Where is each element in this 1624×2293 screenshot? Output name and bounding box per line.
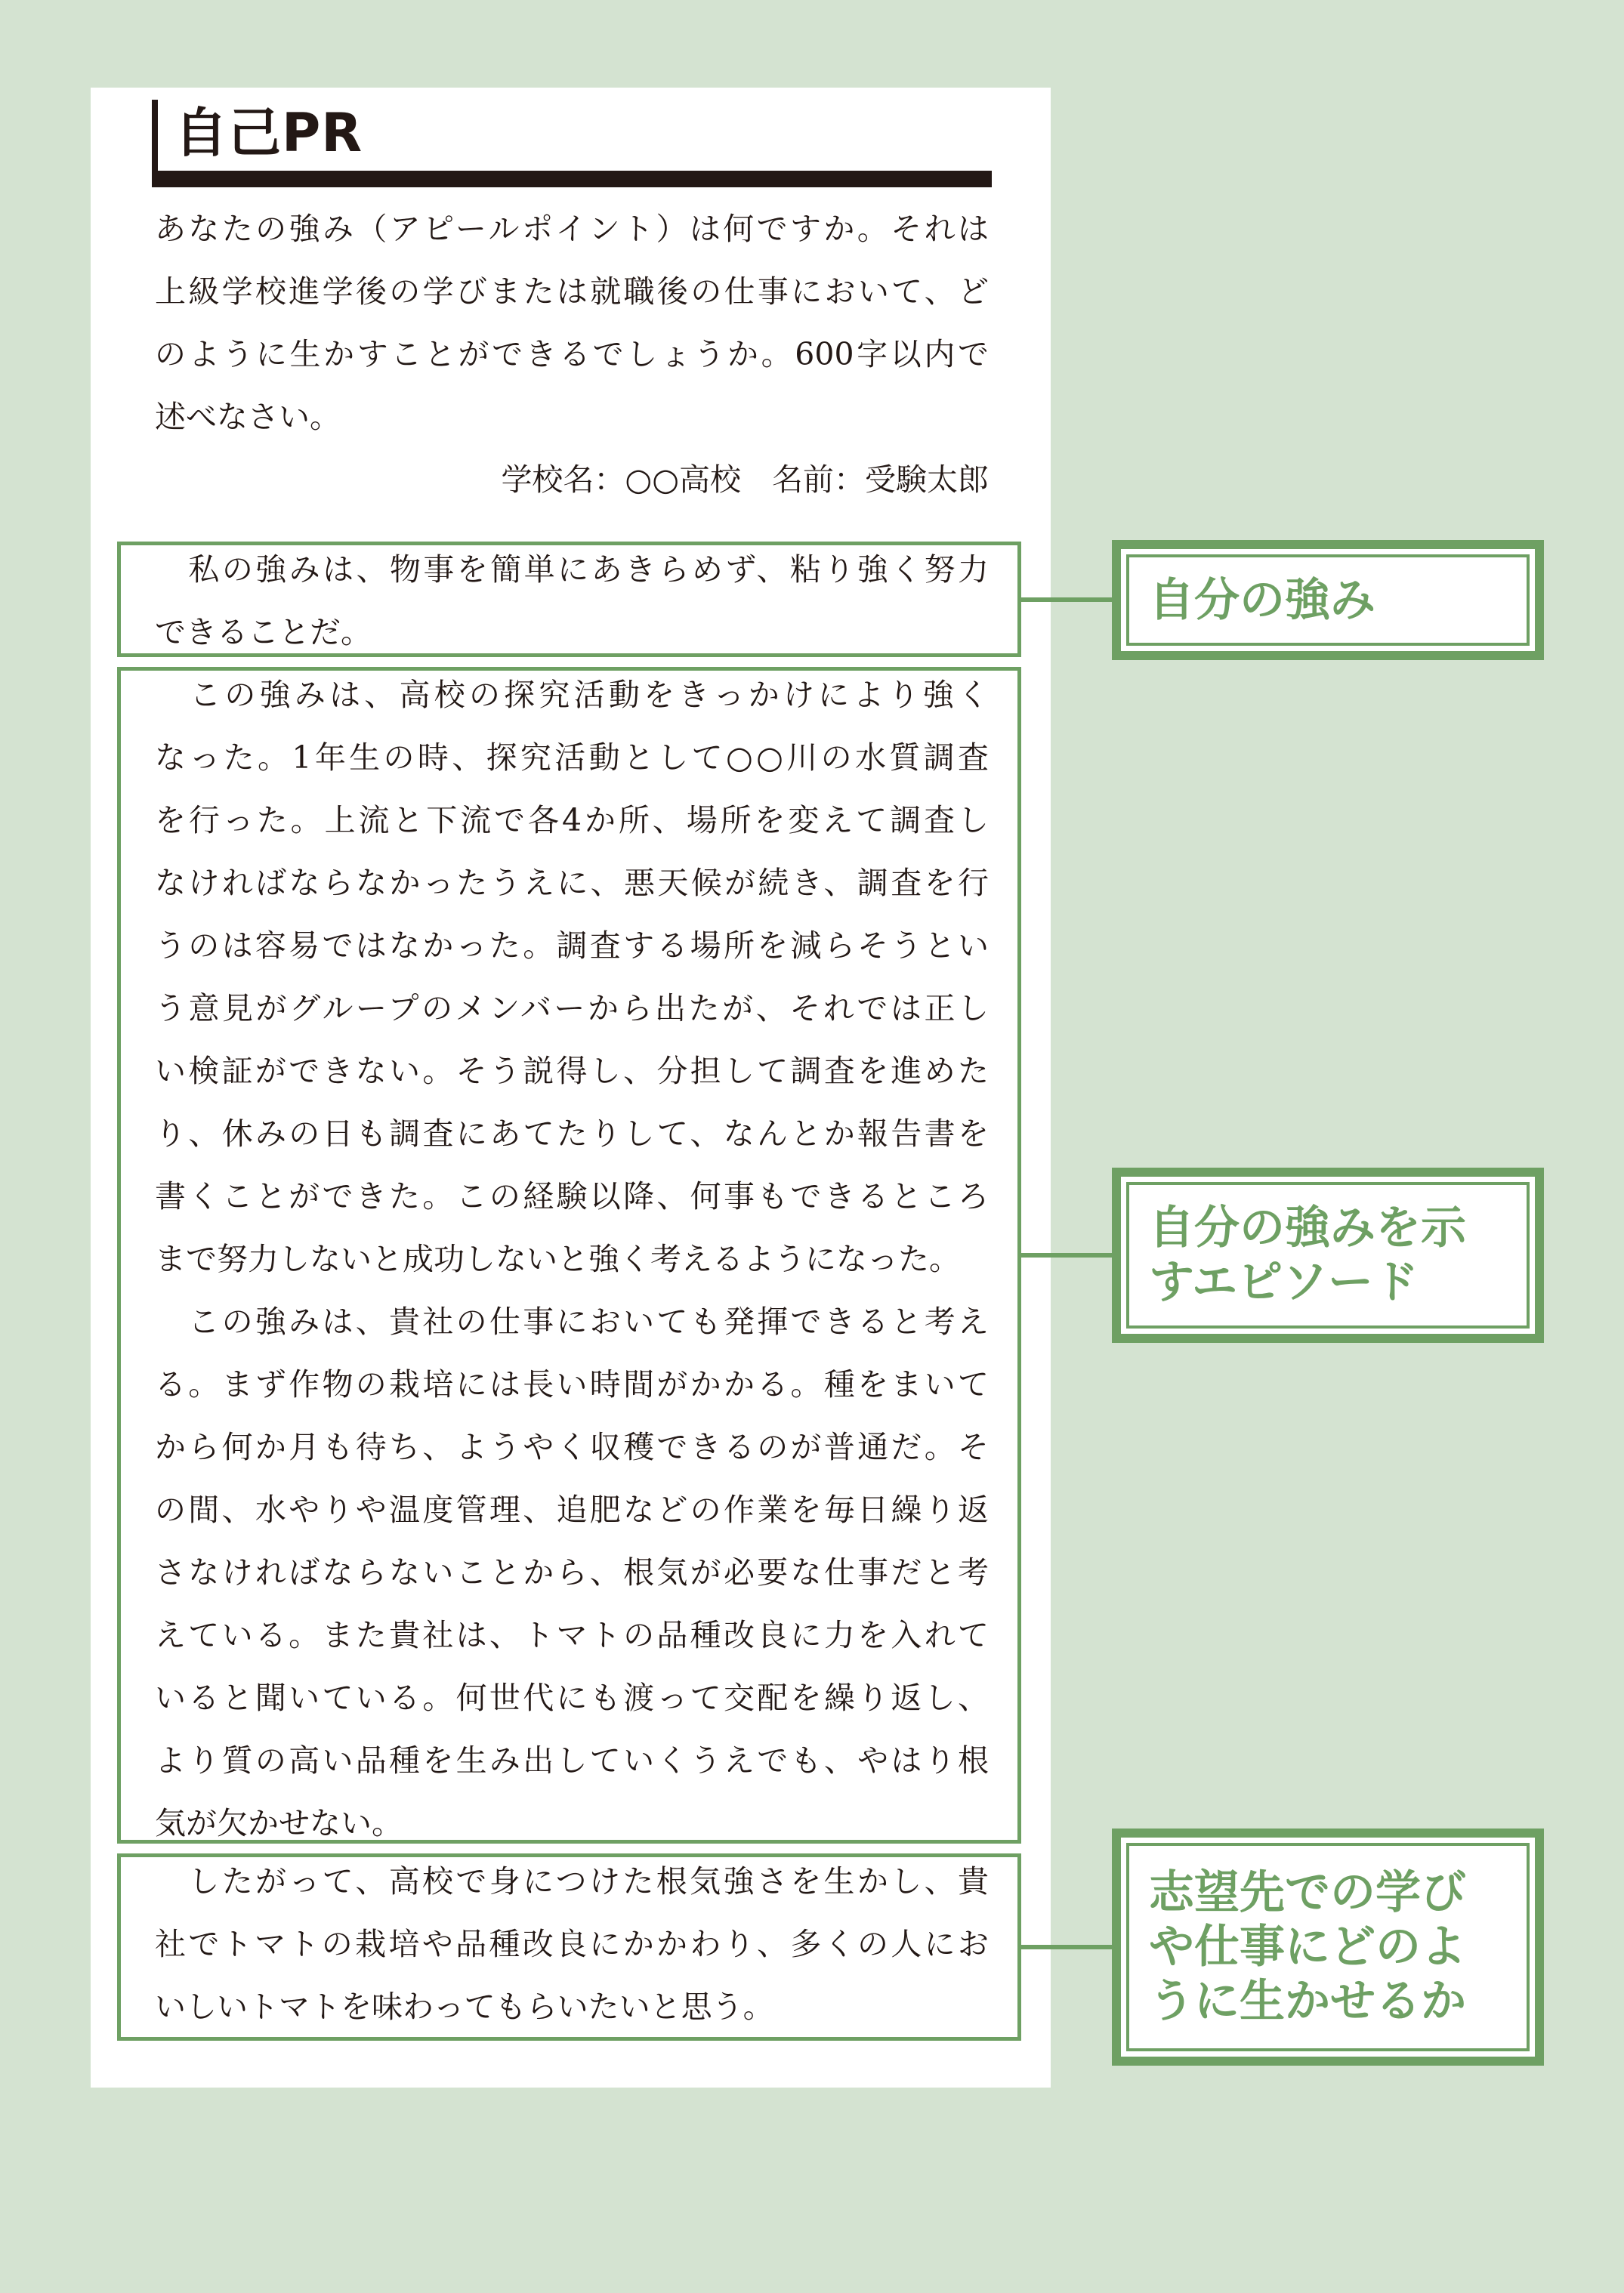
text-line: う意見がグループのメンバーから出たが、それでは正し <box>155 990 989 1026</box>
connector-line <box>1021 1945 1112 1949</box>
application-text <box>155 1850 989 2038</box>
question-text <box>155 198 989 511</box>
strength-text <box>155 539 989 664</box>
text-line: できることだ。 <box>155 614 372 650</box>
label-text: や仕事にどのよ <box>1149 1921 1466 1974</box>
connector-line <box>1021 1253 1112 1258</box>
label-inner-frame <box>1126 1182 1530 1329</box>
text-line: いると聞いている。何世代にも渡って交配を繰り返し、 <box>155 1680 989 1716</box>
text-line: る。まず作物の栽培には長い時間がかかる。種をまいて <box>155 1366 989 1403</box>
text-line: なければならなかったうえに、悪天候が続き、調査を行 <box>155 865 989 901</box>
question-line: 述べなさい。 <box>155 399 341 435</box>
label-inner-frame <box>1126 554 1530 646</box>
text-line: うのは容易ではなかった。調査する場所を減らそうとい <box>155 927 989 964</box>
text-line: なった。1年生の時、探究活動として○○川の水質調査 <box>155 739 989 776</box>
strength-label <box>1112 540 1544 660</box>
label-text: 自分の強み <box>1149 573 1375 627</box>
text-line: を行った。上流と下流で各4か所、場所を変えて調査し <box>155 802 989 838</box>
application-label <box>1112 1829 1544 2066</box>
label-text: すエピソード <box>1149 1256 1419 1309</box>
text-line: この強みは、貴社の仕事においても発揮できると考え <box>155 1304 989 1340</box>
text-line: い検証ができない。そう説得し、分担して調査を進めた <box>155 1053 989 1089</box>
text-line: えている。また貴社は、トマトの品種改良に力を入れて <box>155 1617 989 1653</box>
label-text: うに生かせるか <box>1149 1975 1466 2028</box>
signature: 学校名：○○高校 名前：受験太郎 <box>501 461 989 498</box>
heading-underline <box>158 171 992 187</box>
text-line: り、休みの日も調査にあてたりして、なんとか報告書を <box>155 1116 989 1152</box>
label-inner-frame <box>1126 1843 1530 2051</box>
connector-line <box>1021 597 1112 602</box>
text-line: したがって、高校で身につけた根気強さを生かし、貴 <box>155 1863 989 1900</box>
text-line: まで努力しないと成功しないと強く考えるようになった。 <box>155 1241 960 1277</box>
episode-label <box>1112 1168 1544 1343</box>
label-text: 自分の強みを示 <box>1149 1202 1466 1255</box>
text-line: さなければならないことから、根気が必要な仕事だと考 <box>155 1554 989 1591</box>
heading <box>152 100 992 187</box>
text-line: より質の高い品種を生み出していくうえでも、やはり根 <box>155 1742 989 1779</box>
page-title: 自己PR <box>174 102 363 164</box>
text-line: 気が欠かせない。 <box>155 1805 403 1841</box>
text-line: 私の強みは、物事を簡単にあきらめず、粘り強く努力 <box>155 551 989 588</box>
text-line: いしいトマトを味わってもらいたいと思う。 <box>155 1989 774 2025</box>
question-line: のように生かすことができるでしょうか。600字以内で <box>155 336 989 372</box>
text-line: 書くことができた。この経験以降、何事もできるところ <box>155 1178 989 1214</box>
question-line: あなたの強み（アピールポイント）は何ですか。それは <box>155 211 989 247</box>
episode-text <box>155 664 989 1855</box>
text-line: 社でトマトの栽培や品種改良にかかわり、多くの人にお <box>155 1926 989 1962</box>
text-line: この強みは、高校の探究活動をきっかけにより強く <box>155 677 989 713</box>
question-line: 上級学校進学後の学びまたは就職後の仕事において、ど <box>155 273 989 310</box>
text-line: の間、水やりや温度管理、追肥などの作業を毎日繰り返 <box>155 1492 989 1528</box>
text-line: から何か月も待ち、ようやく収穫できるのが普通だ。そ <box>155 1429 989 1465</box>
label-text: 志望先での学び <box>1149 1866 1466 1919</box>
